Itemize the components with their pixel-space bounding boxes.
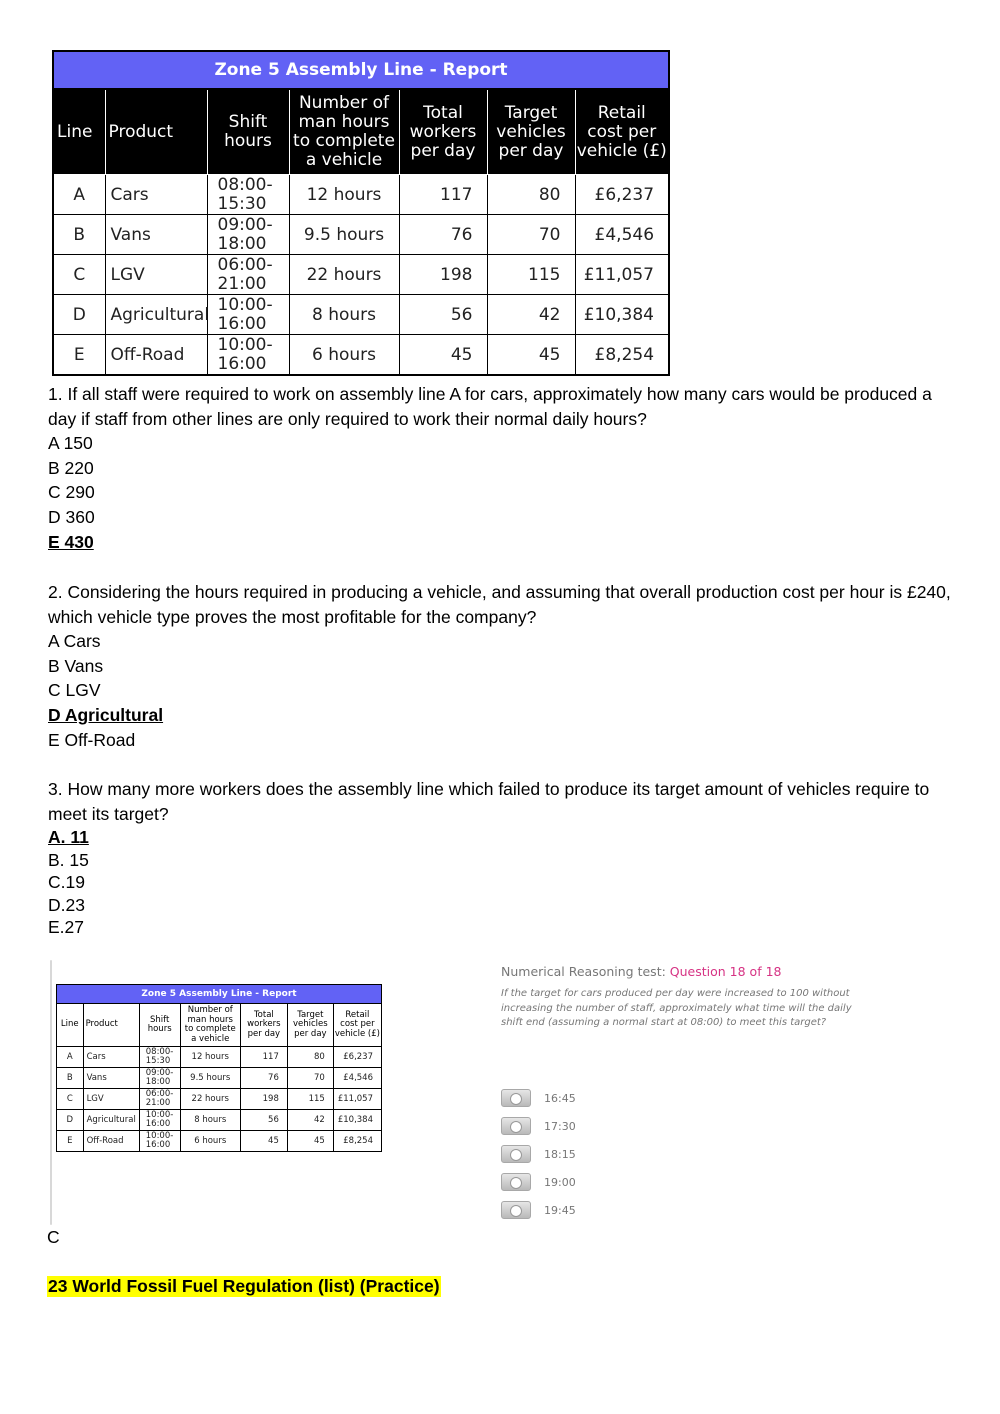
mini-cell-man-hours: 22 hours <box>180 1089 240 1110</box>
cell-line: E <box>53 335 105 376</box>
mini-cell-line: E <box>57 1131 84 1152</box>
mini-cell-retail: £6,237 <box>333 1047 381 1068</box>
question-3 <box>48 777 948 939</box>
cell-workers: 198 <box>399 255 487 295</box>
mini-cell-workers: 117 <box>240 1047 287 1068</box>
cell-man-hours: 9.5 hours <box>289 215 399 255</box>
mini-cell-product: Agricultural <box>83 1110 139 1131</box>
answer-option[interactable] <box>501 1200 576 1220</box>
cell-retail: £10,384 <box>575 295 669 335</box>
cell-line: D <box>53 295 105 335</box>
mini-header-total-workers: Total workers per day <box>240 1004 287 1047</box>
question-counter: Question 18 of 18 <box>669 964 782 979</box>
answer-option[interactable] <box>501 1144 576 1164</box>
mini-cell-line: D <box>57 1110 84 1131</box>
cell-target: 70 <box>487 215 575 255</box>
report-title-row <box>53 51 669 89</box>
cell-product: Off-Road <box>105 335 207 376</box>
mini-cell-retail: £10,384 <box>333 1110 381 1131</box>
mini-report-title: Zone 5 Assembly Line - Report <box>57 985 382 1004</box>
table-row <box>53 335 669 376</box>
mini-header-row <box>57 1004 382 1047</box>
mini-cell-product: LGV <box>83 1089 139 1110</box>
mini-table-row <box>57 1089 382 1110</box>
test-title: Numerical Reasoning test: <box>501 964 666 979</box>
option-label: 19:00 <box>544 1175 576 1189</box>
next-section-heading: 23 World Fossil Fuel Regulation (list) (Practice) <box>48 1276 440 1296</box>
assembly-report-table <box>52 50 670 376</box>
option: B 220 <box>48 457 94 478</box>
option: B. 15 <box>48 849 89 870</box>
cell-workers: 117 <box>399 175 487 215</box>
question-1 <box>48 382 948 554</box>
question-text: 2. Considering the hours required in producing a vehicle, and assuming that overall production cost per hour is £240, which vehicle type proves the most profitable for the company? <box>48 582 951 627</box>
mini-table-row <box>57 1068 382 1089</box>
option-correct: A. 11 <box>48 827 89 848</box>
mini-cell-retail: £4,546 <box>333 1068 381 1089</box>
cell-workers: 45 <box>399 335 487 376</box>
report-header-row <box>53 89 669 175</box>
mini-header-man-hours: Number of man hours to complete a vehicle <box>180 1004 240 1047</box>
cell-workers: 76 <box>399 215 487 255</box>
cell-target: 80 <box>487 175 575 215</box>
mini-cell-line: B <box>57 1068 84 1089</box>
option: A Cars <box>48 631 101 652</box>
mini-cell-man-hours: 12 hours <box>180 1047 240 1068</box>
table-row <box>53 175 669 215</box>
option-label: 19:45 <box>544 1203 576 1217</box>
mini-header-retail-cost: Retail cost per vehicle (£) <box>333 1004 381 1047</box>
cell-retail: £11,057 <box>575 255 669 295</box>
header-target-vehicles: Target vehicles per day <box>487 89 575 175</box>
mini-cell-shift: 08:00- 15:30 <box>139 1047 180 1068</box>
report-title: Zone 5 Assembly Line - Report <box>53 51 669 89</box>
mini-cell-line: A <box>57 1047 84 1068</box>
cell-man-hours: 22 hours <box>289 255 399 295</box>
mini-table-row <box>57 1131 382 1152</box>
answer-option[interactable] <box>501 1088 576 1108</box>
header-shift-hours: Shift hours <box>207 89 289 175</box>
header-product: Product <box>105 89 207 175</box>
mini-header-line: Line <box>57 1004 84 1047</box>
mini-header-product: Product <box>83 1004 139 1047</box>
mini-cell-product: Vans <box>83 1068 139 1089</box>
cell-product: Cars <box>105 175 207 215</box>
mini-cell-shift: 06:00- 21:00 <box>139 1089 180 1110</box>
radio-button-icon[interactable] <box>501 1145 531 1163</box>
mini-cell-retail: £11,057 <box>333 1089 381 1110</box>
cell-product: LGV <box>105 255 207 295</box>
radio-button-icon[interactable] <box>501 1201 531 1219</box>
mini-report-table <box>56 984 382 1152</box>
mini-cell-product: Cars <box>83 1047 139 1068</box>
answer-option[interactable] <box>501 1116 576 1136</box>
table-row <box>53 255 669 295</box>
cell-shift: 10:00- 16:00 <box>207 335 289 376</box>
option: C.19 <box>48 872 85 893</box>
test-header <box>501 964 782 979</box>
option: E Off-Road <box>48 729 136 750</box>
cell-retail: £8,254 <box>575 335 669 376</box>
screenshot-answer: C <box>47 1227 60 1247</box>
radio-button-icon[interactable] <box>501 1117 531 1135</box>
mini-cell-product: Off-Road <box>83 1131 139 1152</box>
cell-line: C <box>53 255 105 295</box>
option-correct: D Agricultural <box>48 704 164 725</box>
question-text: 3. How many more workers does the assembly line which failed to produce its target amount of vehicles require to meet its target? <box>48 779 930 824</box>
cell-shift: 09:00- 18:00 <box>207 215 289 255</box>
cell-retail: £6,237 <box>575 175 669 215</box>
mini-cell-workers: 45 <box>240 1131 287 1152</box>
cell-shift: 06:00- 21:00 <box>207 255 289 295</box>
option-label: 18:15 <box>544 1147 576 1161</box>
option: A 150 <box>48 433 93 454</box>
mini-cell-shift: 09:00- 18:00 <box>139 1068 180 1089</box>
radio-button-icon[interactable] <box>501 1089 531 1107</box>
mini-cell-man-hours: 6 hours <box>180 1131 240 1152</box>
option: D 360 <box>48 506 95 527</box>
header-retail-cost: Retail cost per vehicle (£) <box>575 89 669 175</box>
cell-shift: 08:00- 15:30 <box>207 175 289 215</box>
mini-cell-target: 45 <box>287 1131 333 1152</box>
option-label: 17:30 <box>544 1119 576 1133</box>
mini-header-shift-hours: Shift hours <box>139 1004 180 1047</box>
cell-target: 42 <box>487 295 575 335</box>
cell-product: Agricultural <box>105 295 207 335</box>
cell-workers: 56 <box>399 295 487 335</box>
mini-table-row <box>57 1110 382 1131</box>
header-total-workers: Total workers per day <box>399 89 487 175</box>
mini-cell-workers: 76 <box>240 1068 287 1089</box>
mini-table-row <box>57 1047 382 1068</box>
radio-button-icon[interactable] <box>501 1173 531 1191</box>
option: B Vans <box>48 655 104 676</box>
cell-shift: 10:00- 16:00 <box>207 295 289 335</box>
question-2 <box>48 580 953 752</box>
cell-man-hours: 8 hours <box>289 295 399 335</box>
mini-cell-target: 42 <box>287 1110 333 1131</box>
mini-cell-workers: 56 <box>240 1110 287 1131</box>
option: E.27 <box>48 917 84 938</box>
answer-option[interactable] <box>501 1172 576 1192</box>
mini-cell-target: 80 <box>287 1047 333 1068</box>
option: D.23 <box>48 894 85 915</box>
mini-cell-shift: 10:00- 16:00 <box>139 1131 180 1152</box>
option: C 290 <box>48 482 95 503</box>
option: C LGV <box>48 680 101 701</box>
screenshot-border <box>50 960 52 1225</box>
table-row <box>53 215 669 255</box>
header-line: Line <box>53 89 105 175</box>
mini-cell-retail: £8,254 <box>333 1131 381 1152</box>
mini-cell-man-hours: 8 hours <box>180 1110 240 1131</box>
mini-cell-target: 115 <box>287 1089 333 1110</box>
cell-line: A <box>53 175 105 215</box>
mini-cell-workers: 198 <box>240 1089 287 1110</box>
answer-options <box>501 1088 576 1228</box>
cell-target: 115 <box>487 255 575 295</box>
mini-cell-target: 70 <box>287 1068 333 1089</box>
mini-title-row <box>57 985 382 1004</box>
cell-line: B <box>53 215 105 255</box>
mini-cell-line: C <box>57 1089 84 1110</box>
option-correct: E 430 <box>48 531 94 552</box>
cell-retail: £4,546 <box>575 215 669 255</box>
question-text: 1. If all staff were required to work on assembly line A for cars, approximately how many cars would be produced a day if staff from other lines are only required to work their normal daily hours? <box>48 384 932 429</box>
cell-target: 45 <box>487 335 575 376</box>
cell-man-hours: 12 hours <box>289 175 399 215</box>
test-question-text: If the target for cars produced per day were increased to 100 without increasing the number of staff, approximately what time will the daily shift end (assuming a normal start at 08:00) to meet this target? <box>501 988 852 1028</box>
cell-product: Vans <box>105 215 207 255</box>
table-row <box>53 295 669 335</box>
mini-cell-man-hours: 9.5 hours <box>180 1068 240 1089</box>
cell-man-hours: 6 hours <box>289 335 399 376</box>
mini-header-target-vehicles: Target vehicles per day <box>287 1004 333 1047</box>
option-label: 16:45 <box>544 1091 576 1105</box>
header-man-hours: Number of man hours to complete a vehicle <box>289 89 399 175</box>
mini-cell-shift: 10:00- 16:00 <box>139 1110 180 1131</box>
